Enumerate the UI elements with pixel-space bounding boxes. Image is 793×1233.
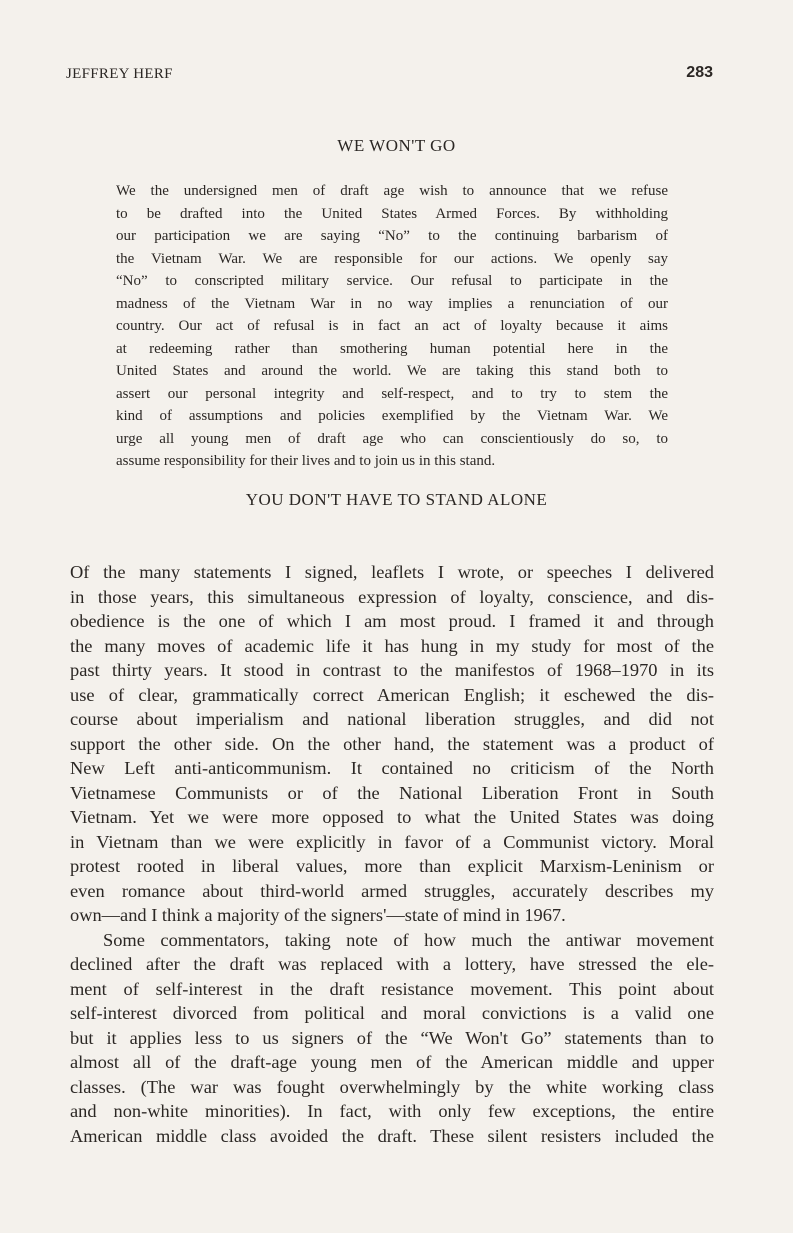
body-line: use of clear, grammatically correct American English; it eschewed the dis- — [70, 684, 714, 705]
statement-line: We the undersigned men of draft age wish to announce that we refuse — [116, 183, 668, 199]
body-line: but it applies less to us signers of the “We Won't Go” statements than to — [70, 1027, 714, 1048]
statement-line: kind of assumptions and policies exemplified by the Vietnam War. We — [116, 408, 668, 424]
statement-block — [116, 180, 668, 473]
body-line: course about imperialism and national liberation struggles, and did not — [70, 709, 714, 729]
body-line: self-interest divorced from political and moral convictions is a valid one — [70, 1003, 714, 1023]
body-line: even romance about third-world armed struggles, accurately describes my — [70, 880, 714, 901]
body-line: Of the many statements I signed, leaflets I wrote, or speeches I delivered — [70, 562, 714, 582]
body-line: Some commentators, taking note of how much the antiwar movement — [103, 929, 714, 950]
statement-line: at redeeming rather than smothering human potential here in the — [116, 340, 668, 357]
body-line: ment of self-interest in the draft resistance movement. This point about — [70, 978, 714, 999]
body-line: classes. (The war was fought overwhelmingly by the white working class — [70, 1076, 714, 1097]
body-line: obedience is the one of which I am most proud. I framed it and through — [70, 611, 714, 631]
statement-line: country. Our act of refusal is in fact an act of loyalty because it aims — [116, 318, 668, 334]
body-line: protest rooted in liberal values, more than explicit Marxism-Leninism or — [70, 856, 714, 876]
statement-footer: YOU DON'T HAVE TO STAND ALONE — [245, 490, 548, 509]
running-head-author: JEFFREY HERF — [66, 66, 173, 82]
page-number: 283 — [686, 64, 713, 81]
statement-line: United States and around the world. We are taking this stand both to — [116, 363, 668, 379]
statement-line: to be drafted into the United States Armed Forces. By withholding — [116, 205, 668, 222]
body-line: New Left anti-anticommunism. It contained no criticism of the North — [70, 758, 714, 778]
running-head — [66, 64, 713, 88]
body-line: support the other side. On the other hand, the statement was a product of — [70, 733, 714, 754]
body-line: almost all of the draft-age young men of the American middle and upper — [70, 1052, 714, 1072]
statement-line: urge all young men of draft age who can conscientiously do so, to — [116, 430, 668, 447]
body-line: Vietnam. Yet we were more opposed to what the United States was doing — [70, 807, 714, 827]
body-text — [70, 560, 714, 1148]
body-line: past thirty years. It stood in contrast to the manifestos of 1968–1970 in its — [70, 660, 714, 680]
body-line: American middle class avoided the draft. These silent resisters included the — [70, 1125, 714, 1146]
body-line: and non-white minorities). In fact, with only few exceptions, the entire — [70, 1101, 714, 1121]
body-line: in Vietnam than we were explicitly in favor of a Communist victory. Moral — [70, 831, 714, 852]
statement-title: WE WON'T GO — [337, 136, 456, 155]
statement-line: our participation we are saying “No” to the continuing barbarism of — [116, 228, 668, 244]
body-line: declined after the draft was replaced with a lottery, have stressed the ele- — [70, 954, 714, 974]
statement-line: “No” to conscripted military service. Our refusal to participate in the — [116, 273, 668, 289]
statement-line: the Vietnam War. We are responsible for our actions. We openly say — [116, 250, 668, 267]
body-line: own—and I think a majority of the signers'—state of mind in 1967. — [70, 905, 566, 925]
statement-line: assert our personal integrity and self-respect, and to try to stem the — [116, 385, 668, 402]
body-line: in those years, this simultaneous expression of loyalty, conscience, and dis- — [70, 586, 714, 607]
body-line: the many moves of academic life it has hung in my study for most of the — [70, 635, 714, 656]
body-line: Vietnamese Communists or of the National Liberation Front in South — [70, 782, 714, 803]
statement-line: madness of the Vietnam War in no way implies a renunciation of our — [116, 295, 668, 312]
statement-line: assume responsibility for their lives and to join us in this stand. — [116, 453, 496, 469]
